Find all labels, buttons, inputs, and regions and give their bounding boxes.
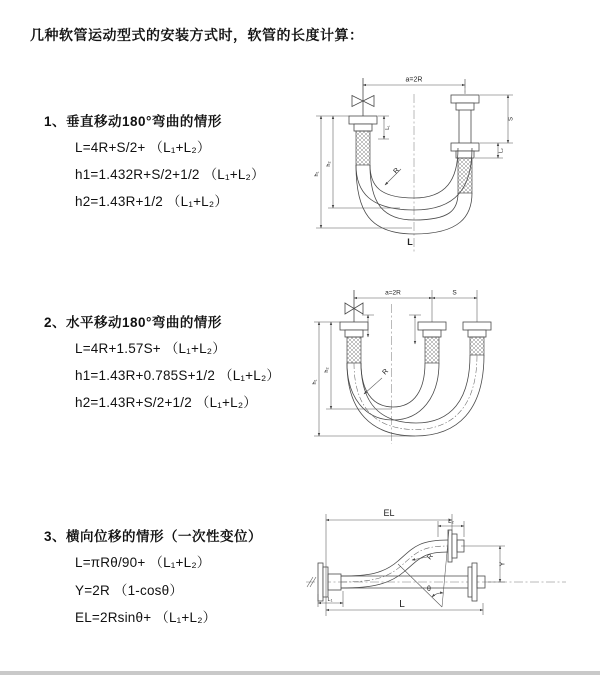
section-1-heading: 1、垂直移动180°弯曲的情形	[44, 114, 222, 129]
dim-label-s: S	[452, 289, 457, 297]
radius-label: R	[392, 166, 401, 176]
flange	[349, 116, 377, 124]
diagram-horizontal-180	[308, 278, 598, 468]
section-2-formula-h1: h1=1.43R+0.785S+1/2 （L₁+L₂）	[75, 368, 281, 383]
angle-label: θ	[427, 586, 431, 593]
section-3-formula-EL: EL=2Rsinθ+ （L₁+L₂）	[75, 610, 217, 625]
angle-construction-lines	[398, 530, 449, 607]
braided-hose-end	[347, 337, 361, 363]
diagram-lateral-displacement	[298, 490, 598, 655]
dim-label-h2: h₂	[326, 161, 332, 167]
dim-label-h1: h₁	[312, 379, 318, 385]
dim-label-s: S	[508, 116, 515, 122]
dim-label-a2r: a=2R	[385, 289, 401, 297]
hose-curve	[347, 363, 439, 420]
section-1-formula-L: L=4R+S/2+ （L₁+L₂）	[75, 140, 211, 155]
section-3-formula-L: L=πRθ/90+ （L₁+L₂）	[75, 555, 211, 570]
section-3-heading: 3、横向位移的情形（一次性变位）	[44, 529, 263, 544]
flange	[340, 322, 368, 330]
length-label: L	[407, 237, 413, 247]
braided-hose-end	[458, 158, 472, 193]
dim-label-y: Y	[499, 561, 507, 567]
flange	[468, 567, 472, 597]
section-1-formula-h2: h2=1.43R+1/2 （L₁+L₂）	[75, 194, 229, 209]
dim-label-l1: L₁	[327, 597, 333, 603]
radius-label: R	[426, 552, 435, 562]
dim-label-l2: L₂	[448, 519, 454, 525]
dim-label-l2: L₂	[498, 148, 505, 153]
section-1-formula-h1: h1=1.432R+S/2+1/2 （L₁+L₂）	[75, 167, 265, 182]
section-2-formula-h2: h2=1.43R+S/2+1/2 （L₁+L₂）	[75, 395, 257, 410]
dim-label-a2r: a=2R	[405, 76, 423, 84]
braided-hose-end	[356, 131, 370, 165]
diagram-vertical-180	[308, 68, 598, 268]
document-title: 几种软管运动型式的安装方式时，软管的长度计算：	[30, 27, 364, 43]
dim-label-h2: h₂	[324, 367, 330, 373]
dim-label-el: EL	[383, 508, 395, 518]
section-2-heading: 2、水平移动180°弯曲的情形	[44, 315, 222, 330]
section-3-formula-Y: Y=2R （1-cosθ）	[75, 583, 184, 598]
flange	[318, 563, 323, 601]
section-2-formula-L: L=4R+1.57S+ （L₁+L₂）	[75, 341, 226, 356]
dim-label-h1: h₁	[314, 171, 320, 177]
dim-label-l: L	[399, 599, 405, 610]
radius-label: R	[381, 367, 390, 377]
dim-label-l1: L₁	[385, 125, 391, 130]
